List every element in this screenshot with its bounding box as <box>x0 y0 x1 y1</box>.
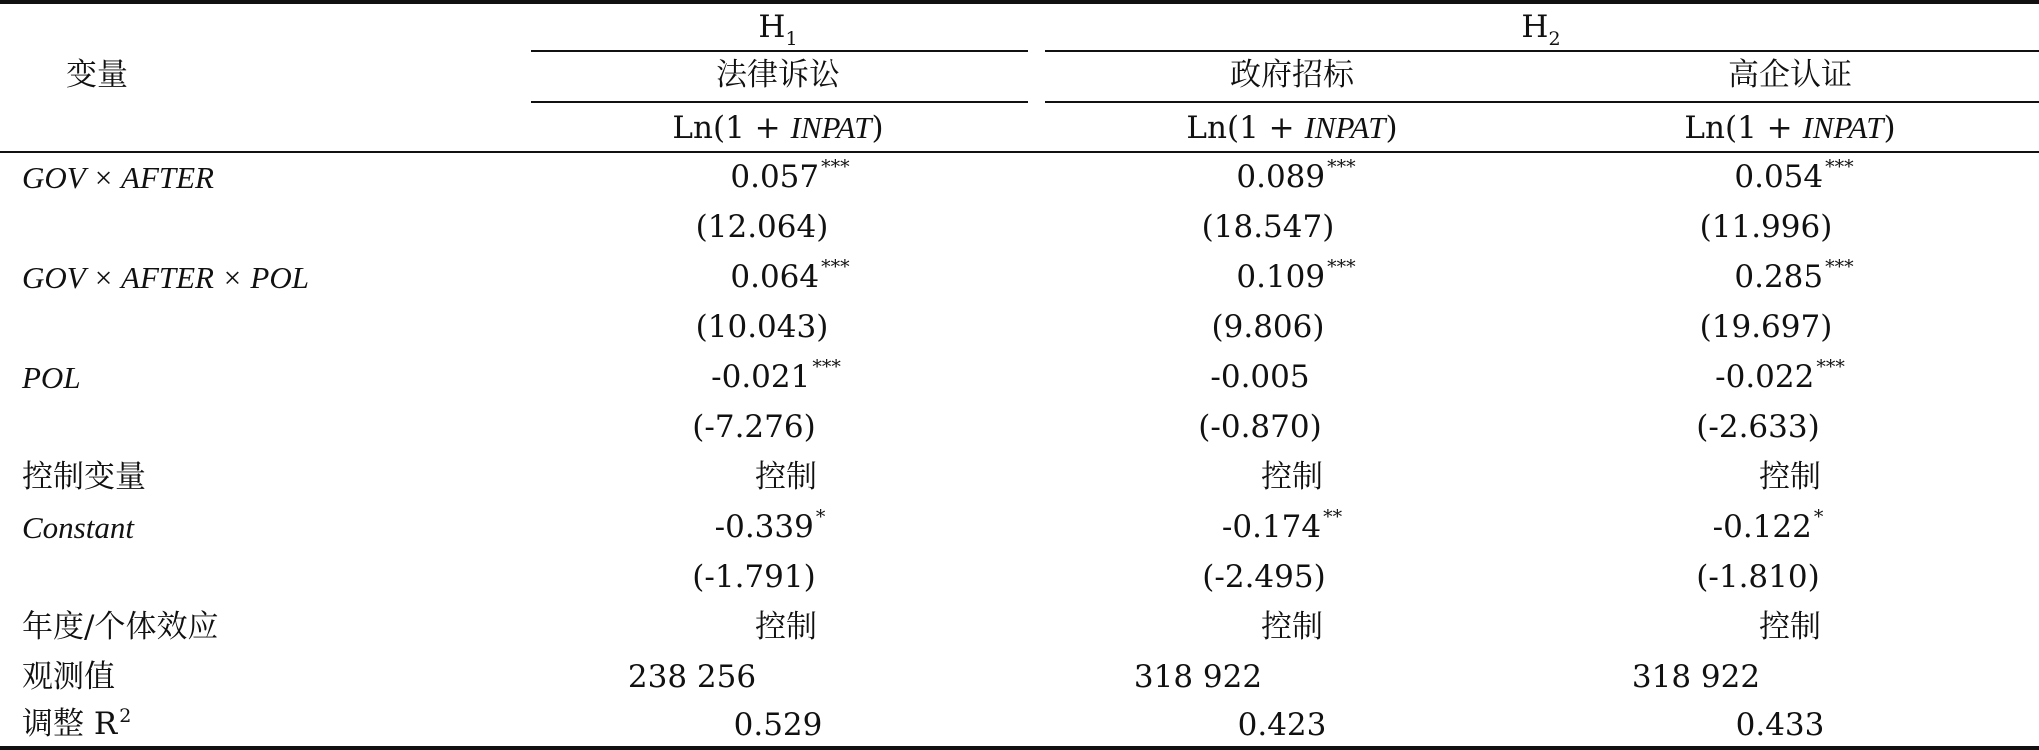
dependent-variable-col2: Ln(1 + INPAT) <box>1186 110 1398 146</box>
cell-r2-c2: (18.547) <box>1201 209 1335 245</box>
column-header-lawsuit: 法律诉讼 <box>716 57 840 93</box>
cell-r11-c1: 238 256 <box>627 659 757 695</box>
row-label-year-individual-effects: 年度/个体效应 <box>22 609 219 645</box>
cell-r4-c3: (19.697) <box>1699 309 1833 345</box>
cell-r10-c3: 控制 <box>1759 609 1821 645</box>
table-bottom-rule <box>0 746 2039 750</box>
cell-r2-c3: (11.996) <box>1699 209 1833 245</box>
row-label-controls: 控制变量 <box>22 459 146 495</box>
cell-r1-c3: 0.054 *** <box>1734 156 1854 195</box>
cell-r10-c2: 控制 <box>1261 609 1323 645</box>
significance-stars: *** <box>1327 256 1356 278</box>
cell-r9-c3: (-1.810) <box>1696 559 1820 595</box>
significance-stars: *** <box>1825 256 1854 278</box>
column1-rule <box>531 101 1028 103</box>
cell-r5-c3: -0.022 *** <box>1715 356 1845 395</box>
row-label-adjusted-r2: 调整 R $^2$ <box>22 705 132 742</box>
significance-stars: *** <box>1816 356 1845 378</box>
significance-stars: *** <box>1825 156 1854 178</box>
row-label-observations: 观测值 <box>22 659 115 695</box>
cell-r12-c1: 0.529 <box>733 707 823 743</box>
group-h1-header: $H_1$ <box>758 9 798 50</box>
cell-r3-c1: 0.064 *** <box>730 256 850 295</box>
cell-r4-c2: (9.806) <box>1211 309 1325 345</box>
significance-stars: *** <box>1327 156 1356 178</box>
cell-r1-c2: 0.089 *** <box>1236 156 1356 195</box>
cell-r5-c1: -0.021 *** <box>711 356 841 395</box>
h1-group-rule <box>531 50 1028 52</box>
cell-r5-c2: -0.005 <box>1210 359 1310 395</box>
column-header-high-tech-certification: 高企认证 <box>1728 57 1852 93</box>
cell-r3-c2: 0.109 *** <box>1236 256 1356 295</box>
significance-stars: * <box>815 506 826 528</box>
columns23-rule <box>1045 101 2039 103</box>
dependent-variable-col1: Ln(1 + INPAT) <box>672 110 884 146</box>
row-label-gov-after-pol: GOV × AFTER × POL <box>22 260 309 295</box>
table-top-rule <box>0 0 2039 4</box>
cell-r11-c2: 318 922 <box>1133 659 1263 695</box>
column-header-government-tender: 政府招标 <box>1230 57 1354 93</box>
significance-stars: *** <box>821 156 850 178</box>
cell-r6-c1: (-7.276) <box>692 409 816 445</box>
cell-r12-c3: 0.433 <box>1735 707 1825 743</box>
cell-r9-c2: (-2.495) <box>1202 559 1326 595</box>
cell-r6-c3: (-2.633) <box>1696 409 1820 445</box>
cell-r10-c1: 控制 <box>755 609 817 645</box>
cell-r3-c3: 0.285 *** <box>1734 256 1854 295</box>
cell-r8-c3: -0.122 * <box>1712 506 1824 545</box>
cell-r9-c1: (-1.791) <box>692 559 816 595</box>
dependent-variable-col3: Ln(1 + INPAT) <box>1684 110 1896 146</box>
cell-r7-c3: 控制 <box>1759 459 1821 495</box>
cell-r4-c1: (10.043) <box>695 309 829 345</box>
h2-group-rule <box>1045 50 2039 52</box>
significance-stars: * <box>1813 506 1824 528</box>
cell-r2-c1: (12.064) <box>695 209 829 245</box>
cell-r12-c2: 0.423 <box>1237 707 1327 743</box>
cell-r7-c2: 控制 <box>1261 459 1323 495</box>
cell-r1-c1: 0.057 *** <box>730 156 850 195</box>
cell-r7-c1: 控制 <box>755 459 817 495</box>
significance-stars: ** <box>1323 506 1343 528</box>
header-bottom-rule <box>0 151 2039 153</box>
cell-r8-c2: -0.174 ** <box>1221 506 1343 545</box>
cell-r8-c1: -0.339 * <box>714 506 826 545</box>
significance-stars: *** <box>821 256 850 278</box>
row-label-constant: Constant <box>22 510 134 545</box>
row-label-gov-after: GOV × AFTER <box>22 160 214 195</box>
cell-r11-c3: 318 922 <box>1631 659 1761 695</box>
significance-stars: *** <box>812 356 841 378</box>
variable-header: 变量 <box>66 57 128 93</box>
cell-r6-c2: (-0.870) <box>1198 409 1322 445</box>
group-h2-header: $H_2$ <box>1521 9 1561 50</box>
row-label-pol: POL <box>22 360 81 395</box>
